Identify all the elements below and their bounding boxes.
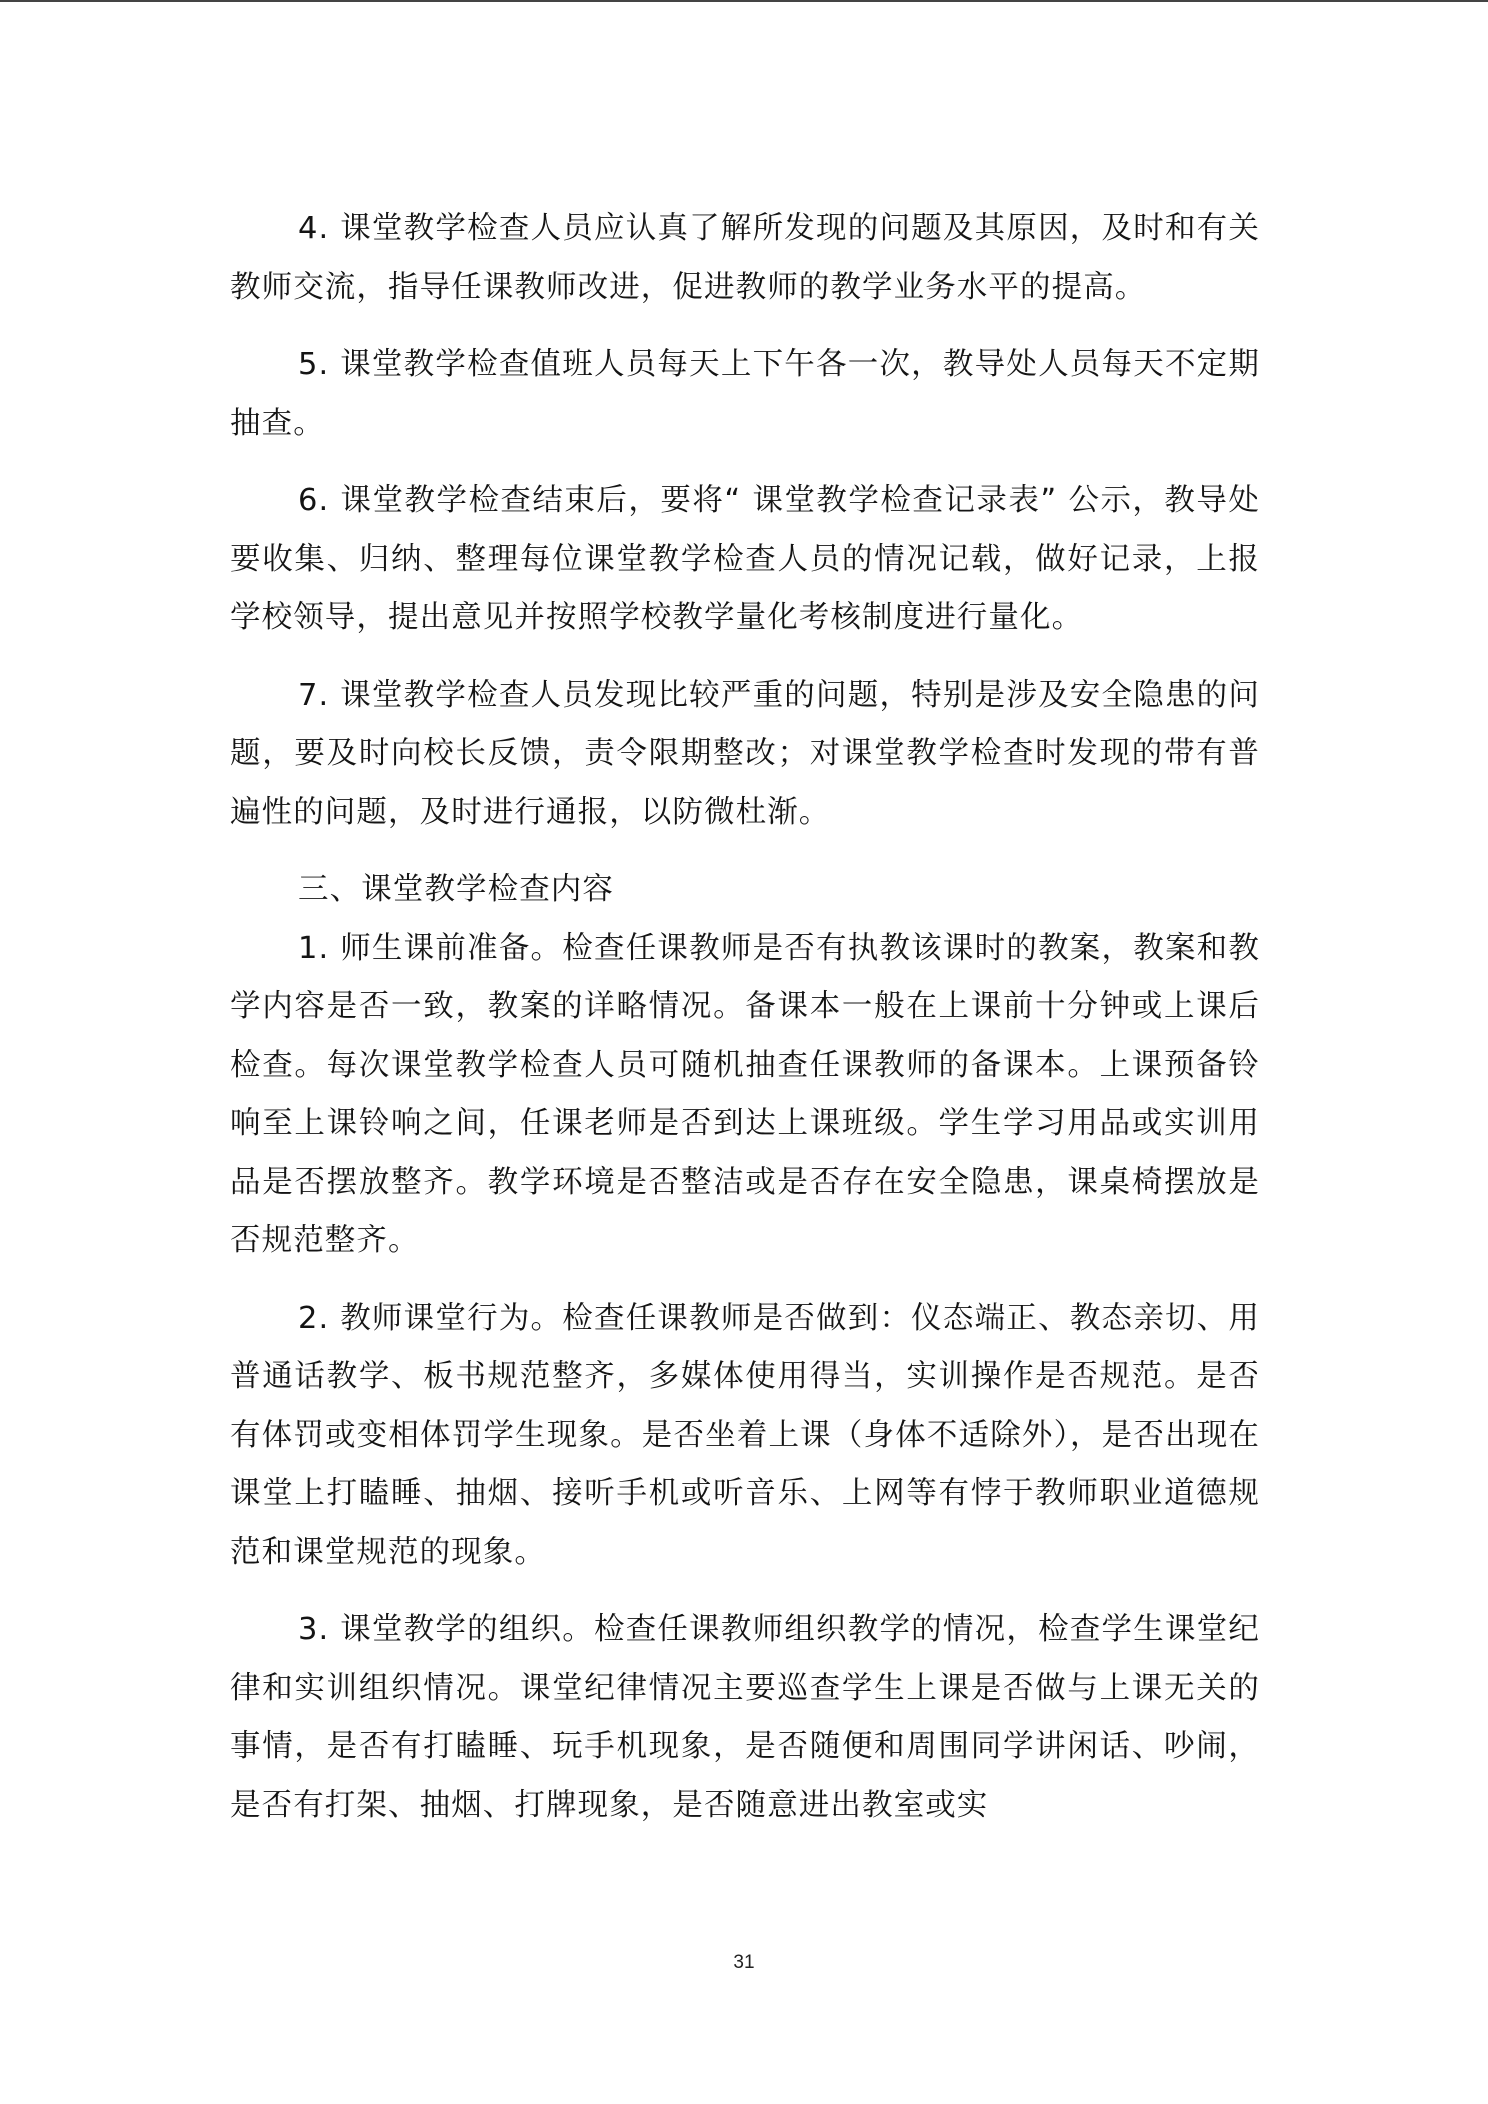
paragraph-item-6: 6. 课堂教学检查结束后，要将“ 课堂教学检查记录表” 公示，教导处要收集、归纳、整理每位课堂教学检查人员的情况记载，做好记录，上报学校领导，提出意见并按照学校教学量化考核制度进行量化。 (230, 483, 1260, 635)
paragraph-item-7: 7. 课堂教学检查人员发现比较严重的问题，特别是涉及安全隐患的问题，要及时向校长反馈，责令限期整改；对课堂教学检查时发现的带有普遍性的问题，及时进行通报，以防微杜渐。 (230, 677, 1260, 830)
section-heading: 三、课堂教学检查内容 (298, 872, 614, 907)
content-item-1: 1. 师生课前准备。检查任课教师是否有执教该课时的教案，教案和教学内容是否一致，教案的详略情况。备课本一般在上课前十分钟或上课后检查。每次课堂教学检查人员可随机抽查任课教师的备课本。上课预备铃响至上课铃响之间，任课老师是否到达上课班级。学生学习用品或实训用品是否摆放整齐。教学环境是否整洁或是否存在安全隐患，课桌椅摆放是否规范整齐。 (230, 930, 1260, 1258)
content-item-3: 3. 课堂教学的组织。检查任课教师组织教学的情况，检查学生课堂纪律和实训组织情况。课堂纪律情况主要巡查学生上课是否做与上课无关的事情，是否有打瞌睡、玩手机现象，是否随便和周围同学讲闲话、吵闹，是否有打架、抽烟、打牌现象，是否随意进出教室或实 (230, 1612, 1260, 1823)
page-top-border (0, 0, 1488, 2)
content-item-2: 2. 教师课堂行为。检查任课教师是否做到：仪态端正、教态亲切、用普通话教学、板书规范整齐，多媒体使用得当，实训操作是否规范。是否有体罚或变相体罚学生现象。是否坐着上课（身体不适除外），是否出现在课堂上打瞌睡、抽烟、接听手机或听音乐、上网等有悖于教师职业道德规范和课堂规范的现象。 (230, 1300, 1260, 1570)
page-number: 31 (733, 1952, 755, 1973)
paragraph-item-4: 4. 课堂教学检查人员应认真了解所发现的问题及其原因，及时和有关教师交流，指导任课教师改进，促进教师的教学业务水平的提高。 (230, 211, 1260, 305)
document-body (230, 200, 1260, 1854)
paragraph-item-5: 5. 课堂教学检查值班人员每天上下午各一次，教导处人员每天不定期抽查。 (230, 347, 1260, 441)
